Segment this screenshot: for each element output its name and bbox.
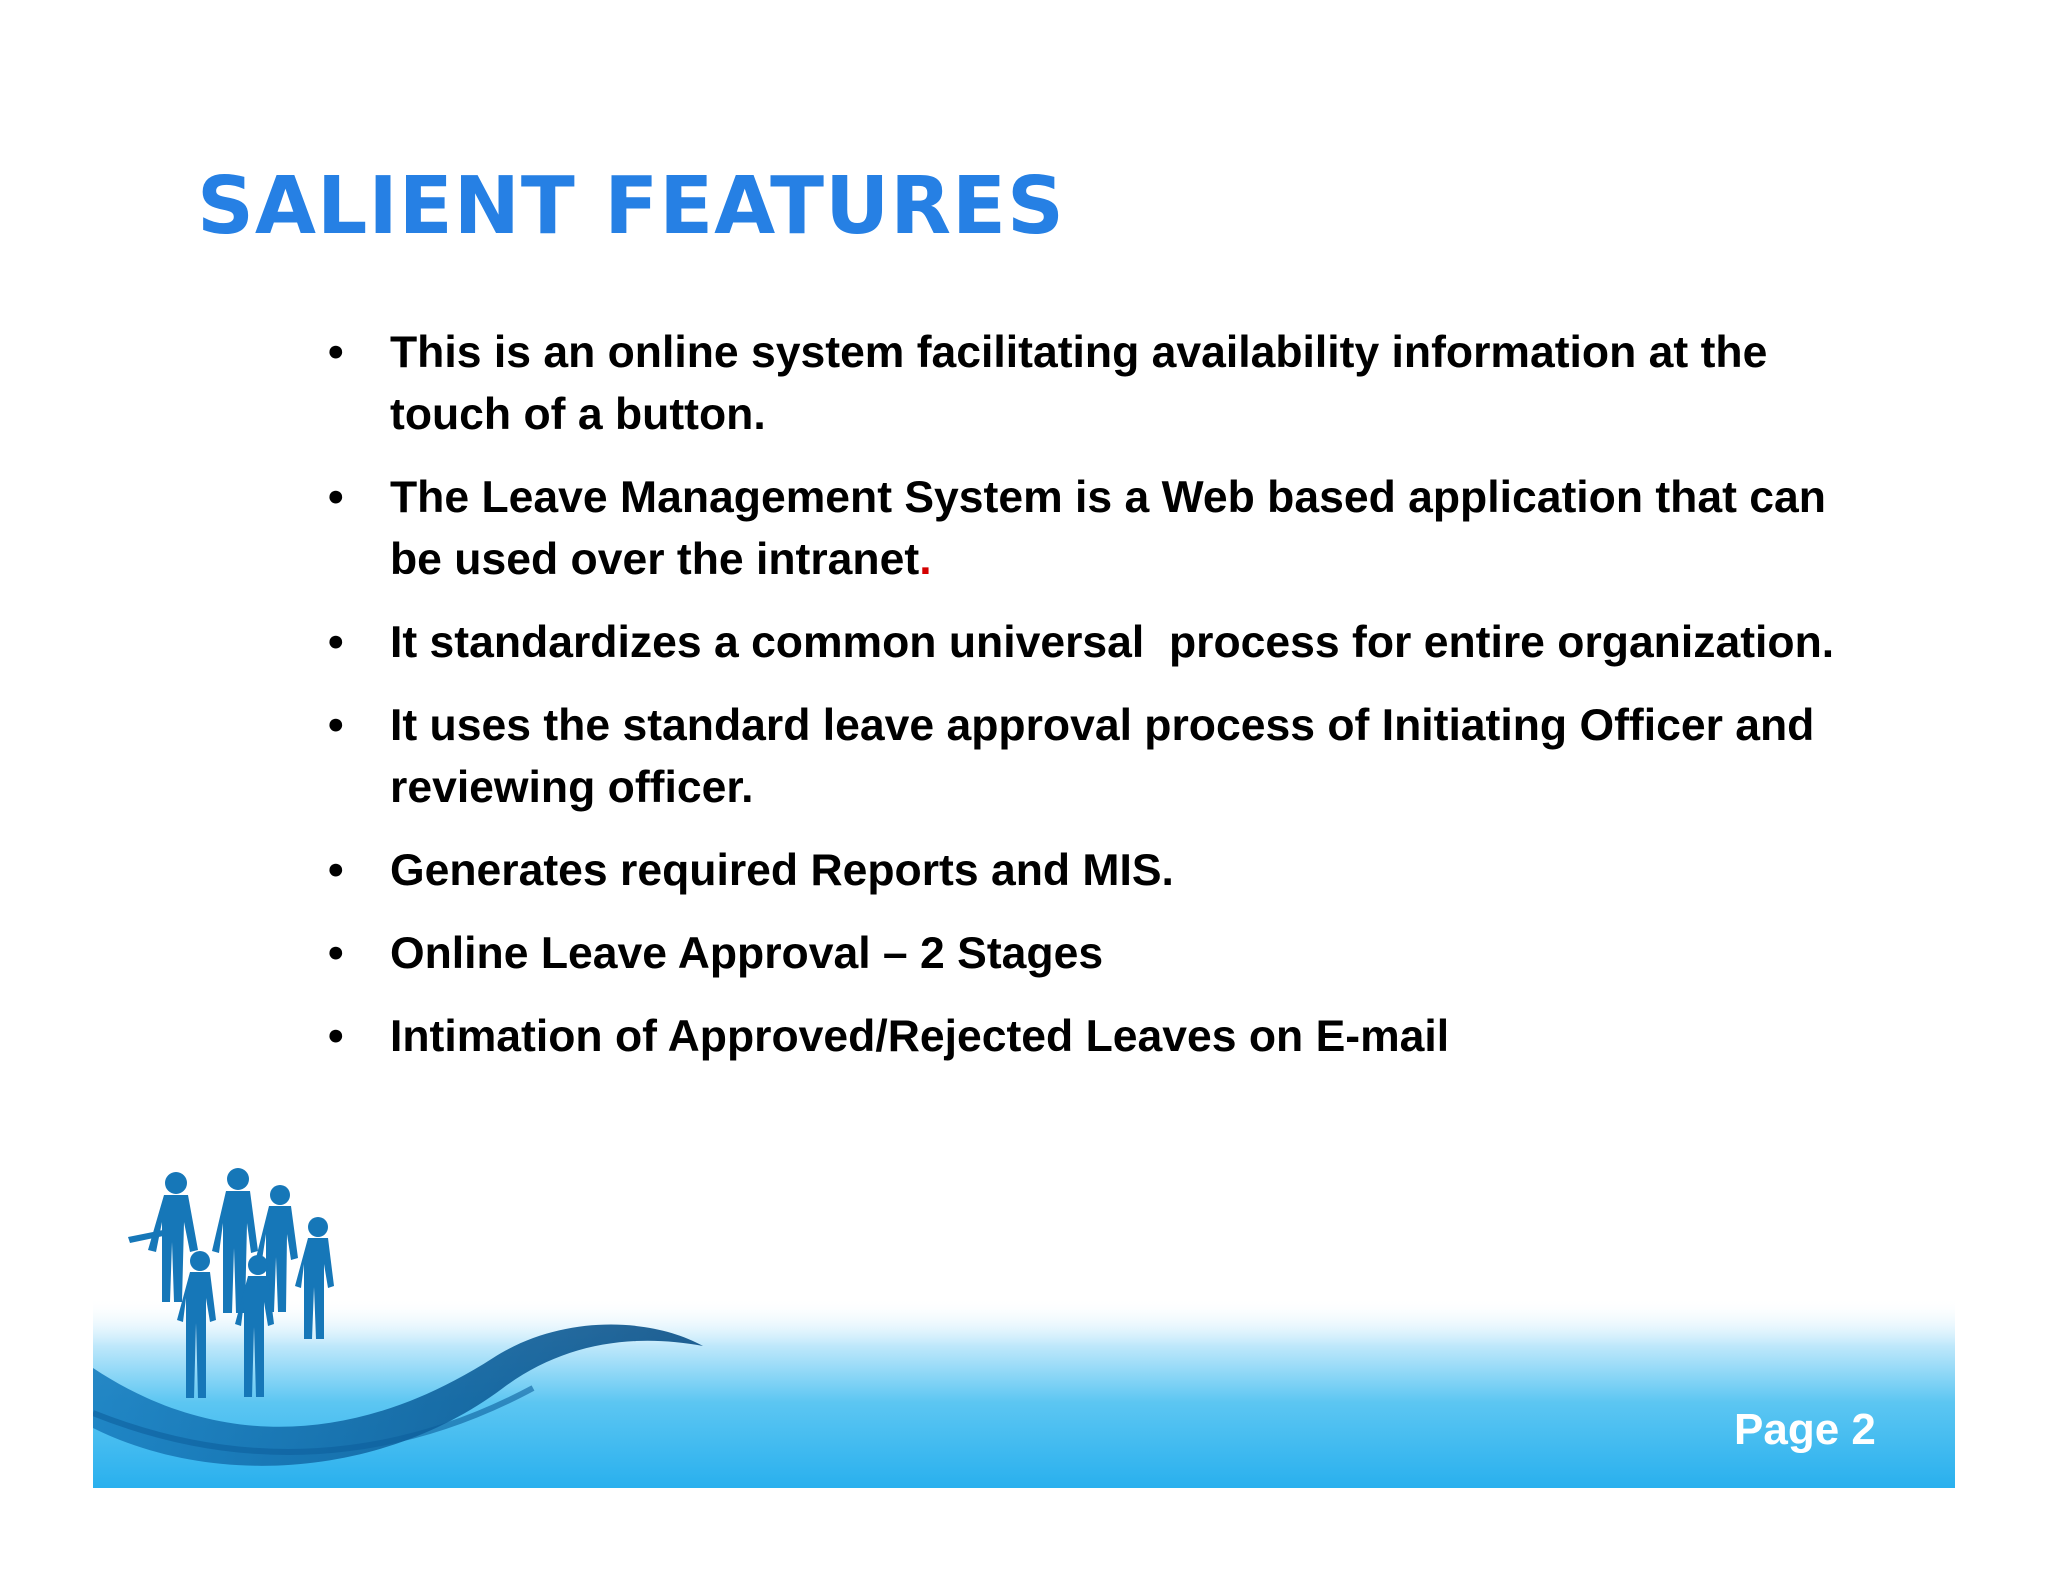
bullet-item	[328, 695, 1888, 819]
business-people-icon	[128, 1165, 358, 1430]
bullet-text: This is an online system facilitating availability information at the touch of a button.	[390, 328, 1768, 439]
bullet-list	[328, 322, 1888, 1089]
bullet-text: The Leave Management System is a Web based application that can be used over the intranet	[390, 473, 1826, 584]
bullet-dot-icon: •	[328, 846, 344, 895]
page-number: Page 2	[1734, 1405, 1876, 1454]
footer-wave-graphic	[93, 1298, 1955, 1488]
bullet-dot-icon: •	[328, 701, 344, 750]
bullet-dot-icon: •	[328, 618, 344, 667]
bullet-accent-period: .	[919, 535, 932, 584]
bullet-dot-icon: •	[328, 473, 344, 522]
bullet-item	[328, 923, 1888, 985]
bullet-item	[328, 467, 1888, 591]
bullet-item	[328, 840, 1888, 902]
bullet-dot-icon: •	[328, 328, 344, 377]
bullet-text: Intimation of Approved/Rejected Leaves on E-mail	[390, 1012, 1450, 1061]
bullet-dot-icon: •	[328, 1012, 344, 1061]
bullet-text: Generates required Reports and MIS.	[390, 846, 1174, 895]
bullet-text: It uses the standard leave approval process of Initiating Officer and reviewing officer.	[390, 701, 1815, 812]
bullet-dot-icon: •	[328, 929, 344, 978]
bullet-item	[328, 322, 1888, 446]
slide-title: SALIENT FEATURES	[197, 160, 1065, 252]
bullet-item	[328, 1006, 1888, 1068]
bullet-text: It standardizes a common universal process for entire organization.	[390, 618, 1835, 667]
bullet-text: Online Leave Approval – 2 Stages	[390, 929, 1104, 978]
bullet-item	[328, 612, 1888, 674]
